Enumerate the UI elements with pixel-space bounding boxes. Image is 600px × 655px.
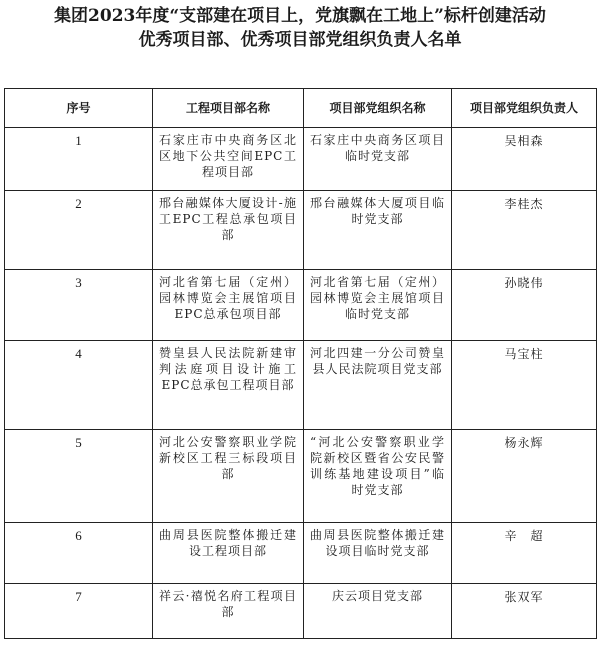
header-serial-number: 序号 bbox=[5, 89, 153, 128]
title-line-1: 集团2023年度“支部建在项目上，党旗飘在工地上”标杆创建活动 bbox=[54, 6, 546, 26]
header-project-name: 工程项目部名称 bbox=[153, 89, 304, 128]
party-org-leader: 杨永辉 bbox=[452, 430, 597, 523]
party-org-leader: 张双军 bbox=[452, 584, 597, 639]
project-name: 邢台融媒体大厦设计-施工EPC工程总承包项目部 bbox=[153, 191, 304, 270]
party-org-name: 河北四建一分公司赞皇县人民法院项目党支部 bbox=[304, 341, 452, 430]
title-line-2: 优秀项目部、优秀项目部党组织负责人名单 bbox=[138, 30, 462, 50]
party-org-leader: 马宝柱 bbox=[452, 341, 597, 430]
party-org-leader: 辛 超 bbox=[452, 523, 597, 584]
party-org-name: 庆云项目党支部 bbox=[304, 584, 452, 639]
serial-number: 6 bbox=[5, 523, 153, 584]
party-org-name: 邢台融媒体大厦项目临时党支部 bbox=[304, 191, 452, 270]
serial-number: 2 bbox=[5, 191, 153, 270]
project-name: 石家庄市中央商务区北区地下公共空间EPC工程项目部 bbox=[153, 128, 304, 191]
serial-number: 5 bbox=[5, 430, 153, 523]
party-org-name: 河北省第七届（定州）园林博览会主展馆项目临时党支部 bbox=[304, 270, 452, 341]
party-org-leader: 李桂杰 bbox=[452, 191, 597, 270]
honor-list-table bbox=[4, 88, 597, 639]
serial-number: 3 bbox=[5, 270, 153, 341]
table-row bbox=[5, 523, 597, 584]
project-name: 赞皇县人民法院新建审判法庭项目设计施工EPC总承包工程项目部 bbox=[153, 341, 304, 430]
header-party-org-leader: 项目部党组织负责人 bbox=[452, 89, 597, 128]
header-party-org-name: 项目部党组织名称 bbox=[304, 89, 452, 128]
serial-number: 1 bbox=[5, 128, 153, 191]
serial-number: 7 bbox=[5, 584, 153, 639]
party-org-name: “河北公安警察职业学院新校区暨省公安民警训练基地建设项目”临时党支部 bbox=[304, 430, 452, 523]
serial-number: 4 bbox=[5, 341, 153, 430]
table-row bbox=[5, 341, 597, 430]
table-row bbox=[5, 191, 597, 270]
table-header-row bbox=[5, 89, 597, 128]
table-row bbox=[5, 430, 597, 523]
table-row bbox=[5, 128, 597, 191]
document-title bbox=[0, 4, 600, 52]
party-org-leader: 孙晓伟 bbox=[452, 270, 597, 341]
project-name: 祥云·禧悦名府工程项目部 bbox=[153, 584, 304, 639]
party-org-name: 石家庄中央商务区项目临时党支部 bbox=[304, 128, 452, 191]
table-row bbox=[5, 270, 597, 341]
project-name: 河北省第七届（定州）园林博览会主展馆项目EPC总承包项目部 bbox=[153, 270, 304, 341]
project-name: 河北公安警察职业学院新校区工程三标段项目部 bbox=[153, 430, 304, 523]
project-name: 曲周县医院整体搬迁建设工程项目部 bbox=[153, 523, 304, 584]
table-row bbox=[5, 584, 597, 639]
party-org-leader: 吴相森 bbox=[452, 128, 597, 191]
party-org-name: 曲周县医院整体搬迁建设项目临时党支部 bbox=[304, 523, 452, 584]
